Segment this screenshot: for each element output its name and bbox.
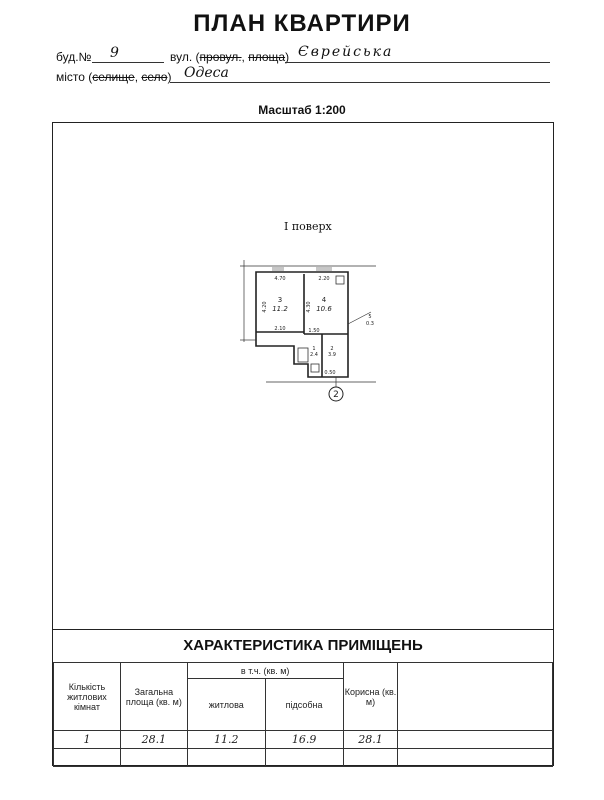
- stove-icon: [336, 276, 344, 284]
- dim-bottom-left: 2.10: [274, 326, 286, 332]
- city-label: місто (селище, село): [56, 70, 172, 84]
- characteristics-title: ХАРАКТЕРИСТИКА ПРИМІЩЕНЬ: [53, 629, 553, 663]
- room4-area: 10.6: [316, 305, 332, 313]
- street-value: Єврейська: [298, 44, 394, 60]
- room4-number: 4: [321, 296, 327, 304]
- page-title: ПЛАН КВАРТИРИ: [193, 10, 411, 37]
- floor-plan-drawing: [236, 252, 386, 402]
- header-auxiliary: підсобна: [265, 679, 343, 731]
- axis-marker-label: 2: [333, 390, 339, 400]
- header-total-area: Загальна площа (кв. м): [120, 663, 187, 731]
- cell-blank: [398, 731, 553, 749]
- table-row: [54, 731, 553, 749]
- room3-number: 3: [277, 296, 283, 304]
- cell-useful-area: 28.1: [343, 731, 398, 749]
- room5-area: 0.3: [366, 321, 374, 327]
- toilet-icon: [311, 364, 319, 372]
- dim-bottom-mid: 1.50: [308, 328, 320, 334]
- floor-label: І поверх: [284, 220, 332, 233]
- room1-number: 1: [312, 346, 316, 352]
- building-label: буд.№: [56, 50, 92, 64]
- building-number: 9: [110, 45, 119, 61]
- header-useful-area: Корисна (кв. м): [343, 663, 398, 731]
- building-underline: [92, 62, 164, 63]
- street-underline: [285, 62, 550, 63]
- street-label: вул. (провул., площа): [170, 50, 290, 64]
- header-rooms: Кількість житлових кімнат: [54, 663, 121, 731]
- address-line-1: [56, 50, 91, 64]
- header-blank: [398, 663, 553, 731]
- room3-area: 11.2: [272, 305, 288, 313]
- cell-auxiliary-area: 16.9: [265, 731, 343, 749]
- cell-living-area: 11.2: [187, 731, 265, 749]
- dim-mid-height: 4.30: [306, 301, 312, 313]
- dim-top-left: 4.70: [274, 276, 286, 282]
- characteristics-table: [53, 662, 553, 767]
- city-value: Одеса: [184, 65, 229, 81]
- header-living: житлова: [187, 679, 265, 731]
- cell-rooms: 1: [54, 731, 121, 749]
- room2-area: 3.9: [328, 352, 336, 358]
- city-underline: [170, 82, 550, 83]
- cell-total-area: 28.1: [120, 731, 187, 749]
- room1-area: 2.4: [310, 352, 318, 358]
- dim-left-height: 4.20: [262, 301, 268, 313]
- room5-number: 5: [368, 314, 372, 320]
- dim-top-right: 2.20: [318, 276, 330, 282]
- outer-walls: [256, 272, 348, 377]
- room2-number: 2: [330, 346, 334, 352]
- table-row-empty: [54, 749, 553, 767]
- dim-stair: 0.50: [324, 370, 336, 376]
- header-including: в т.ч. (кв. м): [187, 663, 343, 679]
- bathtub-icon: [298, 348, 308, 362]
- scale-label: Масштаб 1:200: [258, 103, 346, 117]
